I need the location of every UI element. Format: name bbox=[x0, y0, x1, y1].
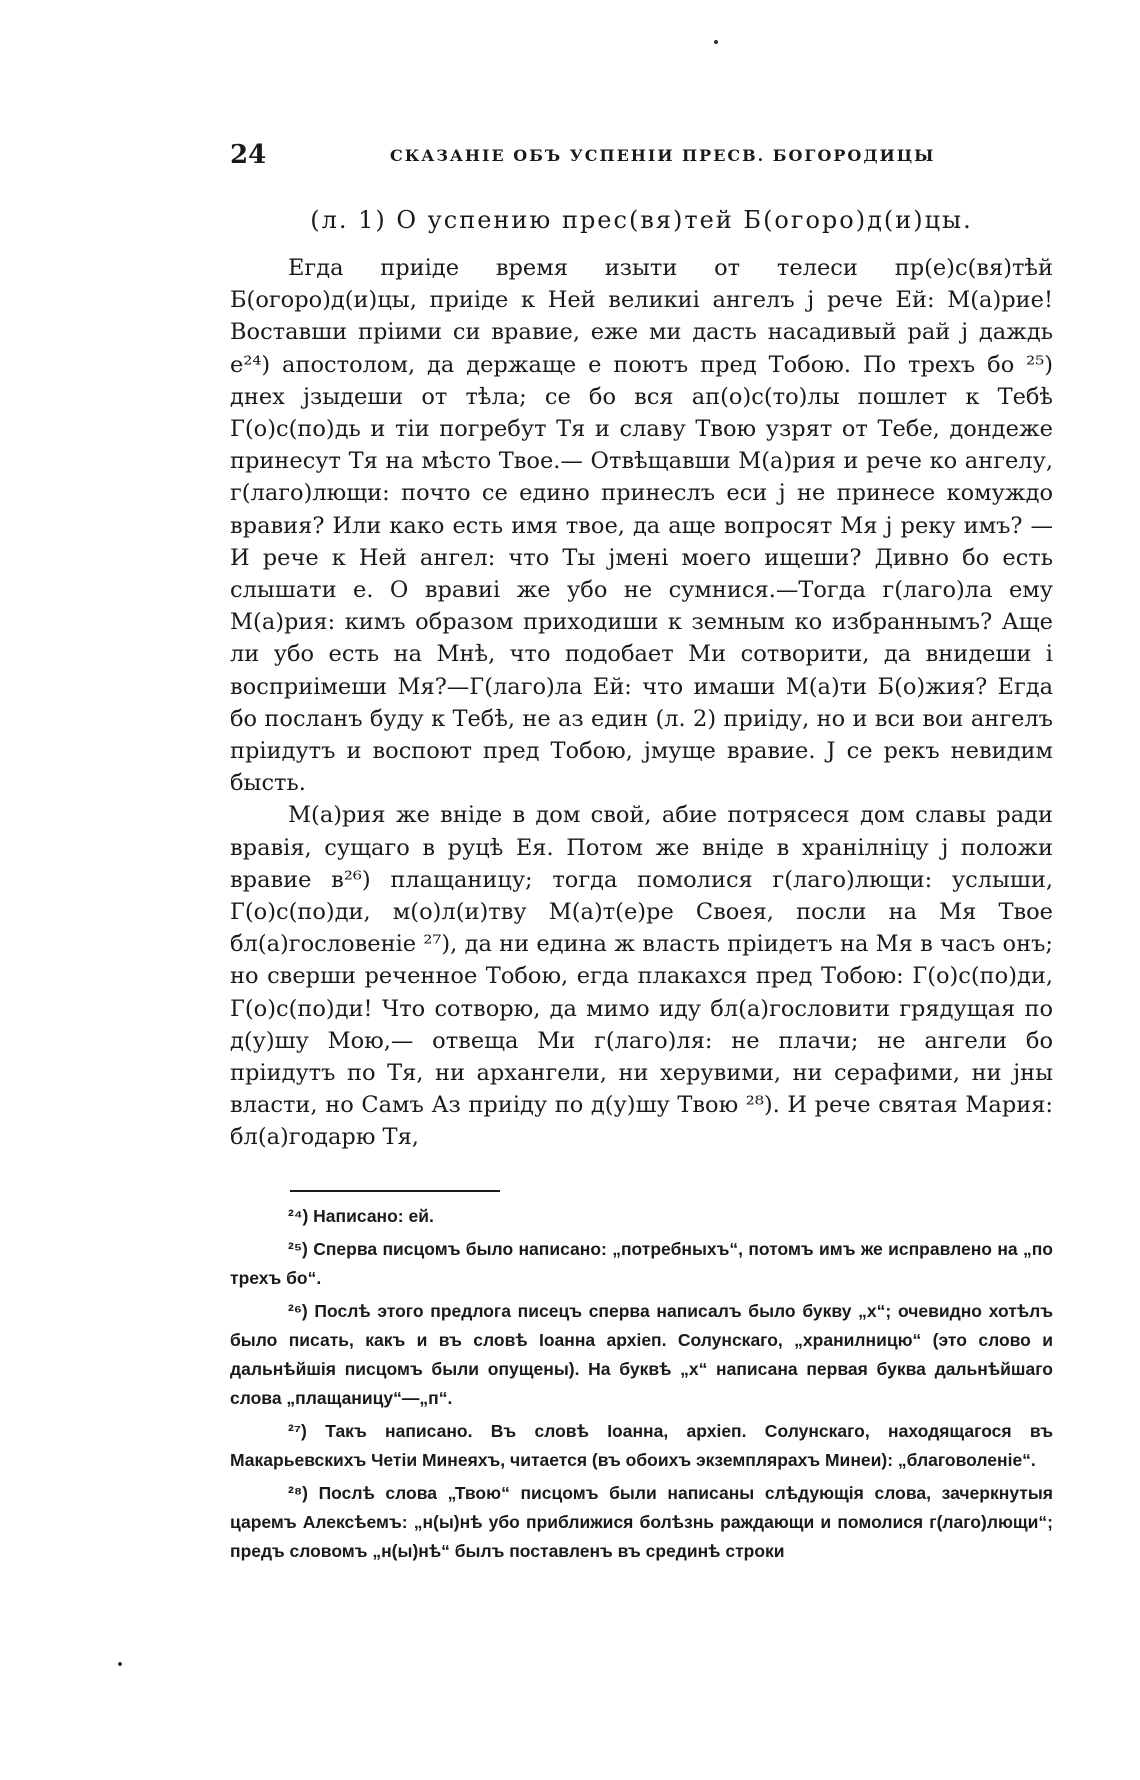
footnote-divider bbox=[290, 1190, 500, 1192]
page-header bbox=[230, 140, 1053, 170]
footnote: ²⁵) Сперва писцомъ было написано: „потребныхъ“, потомъ имъ же исправлено на „по трехъ бо“. bbox=[230, 1238, 1053, 1288]
footnotes bbox=[230, 1202, 1053, 1566]
page bbox=[230, 140, 1053, 1570]
paragraph: Егда приіде время изыти от телеси пр(е)с(вя)тѣй Б(огоро)д(и)цы, приіде к Ней великиі ангелъ ј рече Ей: М(а)рие! Воставши пріими си вравие, еже ми дасть насадивый рай ј даждь е²⁴) апостолом, да держаще е поютъ пред Тобою. По трехъ бо ²⁵) днех јзыдеши от тѣла; се бо вся ап(о)с(то)лы пошлет к Тебѣ Г(о)с(по)дь и тіи погребут Тя и славу Твою узрят от Тебе, дондеже принесут Тя на мѣсто Твое.— Отвѣщавши М(а)рия и рече ко ангелу, г(лаго)лющи: почто се едино принеслъ еси ј не принесе комуждо вравия? Или како есть имя твое, да аще вопросят Мя ј реку имъ? — И рече к Ней ангел: что Ты јмені моего ищеши? Дивно бо есть слышати е. О вравиі же убо не сумнися.—Тогда г(лаго)ла ему М(а)рия: кимъ образом приходиши к земным ко избраннымъ? Аще ли убо есть на Мнѣ, что подобает Ми сотворити, да внидеши і восприімеши Мя?—Г(лаго)ла Ей: что имаши М(а)ти Б(о)жия? Егда бо посланъ буду к Тебѣ, не аз един (л. 2) приіду, но и вси вои ангелъ пріидутъ и воспоют пред Тобою, јмуще вравие. Ј се рекъ невидим бысть. bbox=[230, 255, 1053, 797]
footnote: ²⁸) Послѣ слова „Твою“ писцомъ были написаны слѣдующія слова, зачеркнутыя царемъ Алексѣемъ: „н(ы)нѣ убо приближися болѣзнь раждающи и помолися г(лаго)лющи“; предъ словомъ „н(ы)нѣ“ былъ поставленъ въ срединѣ строки bbox=[230, 1482, 1053, 1561]
page-number: 24 bbox=[230, 140, 267, 170]
main-text bbox=[230, 252, 1053, 1154]
section-title: (л. 1) О успению прес(вя)тей Б(огоро)д(и)цы. bbox=[310, 206, 973, 234]
footnote: ²⁴) Написано: ей. bbox=[288, 1205, 434, 1226]
footnote: ²⁶) Послѣ этого предлога писецъ сперва написалъ было букву „х“; очевидно хотѣлъ было писать, какъ и въ словѣ Іоанна архіеп. Солунскаго, „хранилницю“ (это слово и дальнѣйшія писцомъ были опущены). На буквѣ „х“ написана первая буква дальнѣйшаго слова „плащаницу“—„п“. bbox=[230, 1300, 1053, 1408]
scan-speck bbox=[714, 40, 718, 44]
paragraph: М(а)рия же вніде в дом свой, абие потрясеся дом славы ради вравія, сущаго в руцѣ Ея. Потом же вніде в хранілніцу ј положи вравие в²⁶) плащаницу; тогда помолися г(лаго)лющи: услыши, Г(о)с(по)ди, м(о)л(и)тву М(а)т(е)ре Своея, посли на Мя Твое бл(а)гословеніе ²⁷), да ни едина ж власть пріидетъ на Мя в часъ онъ; но сверши реченное Тобою, егда плакахся пред Тобою: Г(о)с(по)ди, Г(о)с(по)ди! Что сотворю, да мимо иду бл(а)гословити грядущая по д(у)шу Мою,— отвеща Ми г(лаго)ля: не плачи; не ангели бо пріидутъ по Тя, ни архангели, ни херувими, ни серафими, ни јны власти, но Самъ Аз приіду по д(у)шу Твою ²⁸). И рече святая Мария: бл(а)годарю Тя, bbox=[230, 802, 1053, 1151]
footnote: ²⁷) Такъ написано. Въ словѣ Іоанна, архіеп. Солунскаго, находящагося въ Макарьевскихъ Четіи Минеяхъ, читается (въ обоихъ экземплярахъ Минеи): „благоволеніе“. bbox=[230, 1420, 1053, 1470]
scan-speck bbox=[118, 1662, 122, 1666]
running-head: СКАЗАНІЕ ОБЪ УСПЕНІИ ПРЕСВ. БОГОРОДИЦЫ bbox=[390, 146, 936, 165]
